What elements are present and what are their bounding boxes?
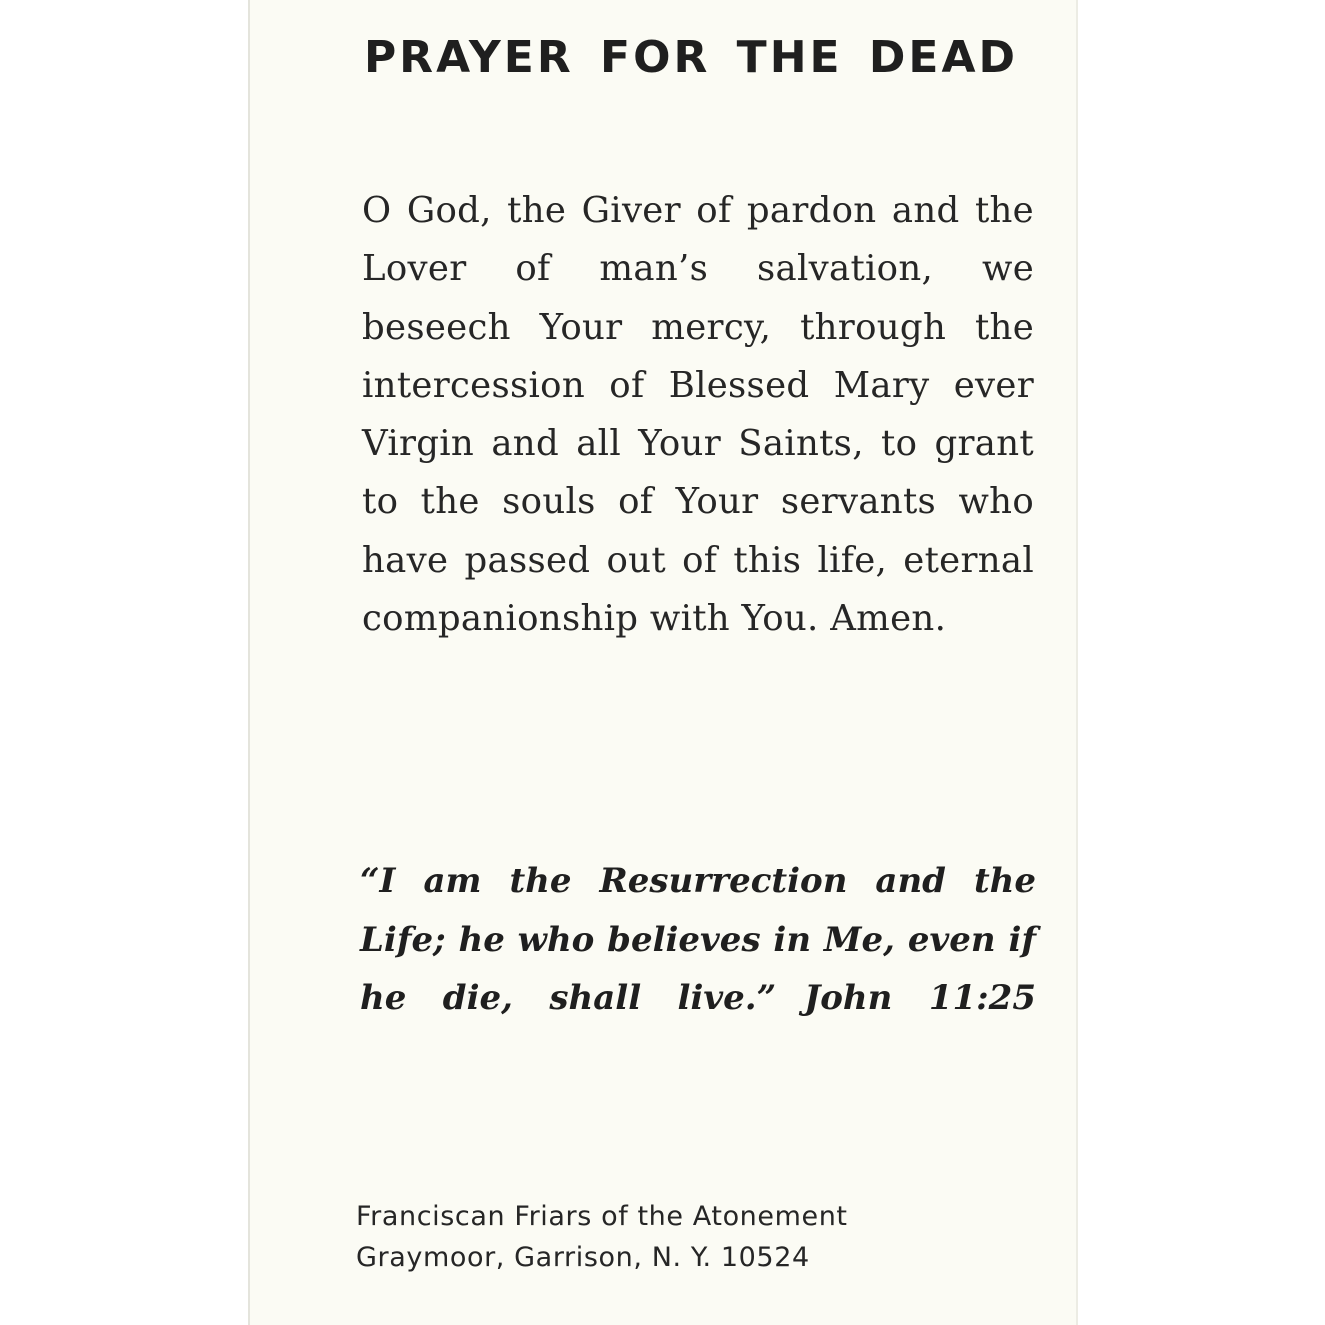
prayer-card [248, 0, 1078, 1325]
quote-reference: John 11:25 [804, 978, 1036, 1018]
prayer-text: O God, the Giver of pardon and the Lover of man’s salvation, we beseech Your mercy, through the intercession of Blessed Mary ever Virgin and all Your Saints, to grant to the souls of Your servants who have passed out of this life, eternal companionship with You. Amen. [362, 190, 1034, 640]
publisher-info [356, 1196, 848, 1278]
scripture-quote [360, 852, 1036, 1028]
card-title: PRAYER FOR THE DEAD [363, 32, 1019, 83]
quote-text: “I am the Resurrection and the Life; he who believes in Me, even if he die, shall live.” [360, 861, 1036, 1018]
publisher-name: Franciscan Friars of the Atonement [356, 1201, 848, 1232]
publisher-address: Graymoor, Garrison, N. Y. 10524 [356, 1242, 810, 1273]
